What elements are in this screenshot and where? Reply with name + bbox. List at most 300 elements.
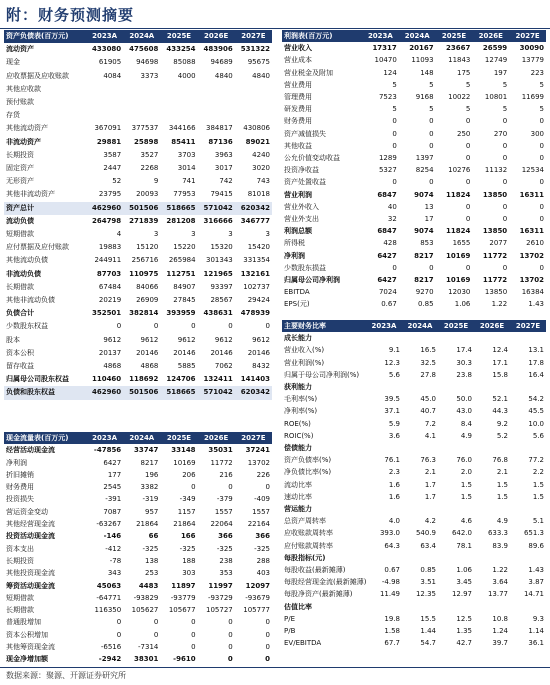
cell-value: 0 — [465, 117, 471, 126]
cell-value: 102737 — [243, 282, 270, 291]
cell-value: 4.9 — [496, 517, 508, 526]
cell-value: 366 — [218, 532, 233, 541]
cell-value: 4840 — [214, 71, 233, 80]
cell-value: 353 — [219, 569, 233, 578]
table-row — [282, 164, 546, 176]
table-row — [4, 122, 272, 135]
table-row — [4, 109, 272, 122]
table-title: 利润表(百万元) — [282, 30, 362, 42]
row-label: 其他流动资产 — [6, 124, 48, 133]
cell-value: 0 — [465, 178, 471, 187]
cell-value: 10801 — [484, 93, 508, 102]
cell-value: 26909 — [136, 296, 159, 305]
row-label: 营业成本 — [284, 56, 312, 65]
cell-value: 2.1 — [424, 468, 436, 477]
table-row — [4, 202, 272, 215]
cell-value: 3020 — [252, 164, 270, 173]
cell-value: 52 — [112, 177, 122, 186]
cell-value: -379 — [216, 495, 233, 504]
cell-value: 501506 — [123, 386, 160, 399]
year-header: 2023A — [86, 30, 123, 43]
cell-value: 50.0 — [456, 395, 472, 404]
cell-value: 0 — [465, 141, 471, 150]
cell-value: 10169 — [446, 251, 471, 260]
cell-value: 0 — [539, 117, 544, 126]
cell-value: 7523 — [378, 93, 397, 102]
cell-value: 61905 — [98, 58, 122, 67]
row-label: 应收账款周转率 — [284, 529, 333, 538]
cell-value — [123, 96, 160, 109]
header-row — [4, 432, 272, 444]
row-label: 股本 — [6, 335, 20, 344]
cell-value: 45.5 — [528, 407, 544, 416]
cell-value — [402, 332, 438, 344]
cell-value: -349 — [179, 495, 196, 504]
cell-value: 3 — [265, 230, 270, 239]
cell-value: 81018 — [247, 190, 270, 199]
table-row — [4, 444, 272, 456]
cell-value: 571042 — [198, 386, 235, 399]
table-row — [282, 344, 546, 356]
cell-value: 77953 — [173, 190, 196, 199]
cell-value: 301343 — [206, 256, 233, 265]
cell-value: 620342 — [235, 386, 272, 399]
row-label: ROE(%) — [284, 419, 311, 428]
year-header: 2023A — [86, 432, 123, 444]
cell-value: 316666 — [203, 216, 233, 225]
year-header: 2024A — [123, 30, 160, 43]
cell-value: 23.8 — [456, 370, 472, 379]
cell-value: 741 — [182, 177, 196, 186]
row-label: 存货 — [6, 111, 20, 120]
row-label: 偿债能力 — [284, 444, 312, 453]
cell-value — [438, 442, 474, 454]
cell-value: 475608 — [129, 45, 159, 54]
cell-value: 1.5 — [532, 492, 544, 501]
cell-value: 0 — [465, 154, 471, 163]
cell-value: 0 — [465, 202, 471, 211]
cell-value: 0.67 — [381, 300, 397, 309]
cell-value: 5.9 — [388, 419, 400, 428]
row-label: 流动比率 — [284, 480, 312, 489]
cell-value: 16311 — [519, 227, 544, 236]
cell-value — [160, 109, 197, 122]
row-label: 非流动负债 — [6, 269, 41, 278]
cell-value: 0 — [191, 618, 196, 627]
cell-value: 79415 — [210, 190, 233, 199]
cell-value: 7087 — [103, 507, 122, 516]
cell-value: 11843 — [448, 56, 471, 65]
row-label: 现金净增加额 — [6, 655, 48, 664]
row-label: 其他经营现金流 — [6, 520, 55, 529]
cell-value: 382814 — [129, 309, 159, 318]
table-row — [282, 369, 546, 381]
cell-value: 0 — [153, 618, 159, 627]
cell-value — [235, 96, 272, 109]
cell-value: 3 — [228, 230, 233, 239]
table-row — [4, 481, 272, 493]
cell-value: 21864 — [136, 520, 159, 529]
cell-value: 5 — [465, 80, 471, 89]
row-label: 净利率(%) — [284, 407, 318, 416]
cell-value: 2.3 — [388, 468, 400, 477]
cell-value — [366, 442, 402, 454]
cell-value: 2610 — [526, 239, 544, 248]
cell-value: 83.9 — [492, 541, 508, 550]
cell-value: 462960 — [86, 202, 123, 215]
cell-value: 223 — [530, 68, 544, 77]
row-label: 其他应收款 — [6, 84, 41, 93]
cell-value: 54.2 — [528, 395, 544, 404]
table-row — [282, 479, 546, 491]
cell-value: 3.6 — [388, 431, 400, 440]
cell-value: 20146 — [136, 348, 159, 357]
cell-value: 13.77 — [487, 590, 508, 599]
cell-value — [510, 552, 546, 564]
year-header: 2026E — [198, 432, 235, 444]
cell-value: 10.0 — [528, 419, 544, 428]
cell-value: 76.0 — [456, 456, 472, 465]
cell-value: 105677 — [168, 606, 196, 615]
cell-value: 0 — [502, 263, 508, 272]
cell-value: 15420 — [247, 243, 270, 252]
cell-value: 281208 — [166, 216, 196, 225]
cell-value: -93829 — [133, 593, 159, 602]
row-label: 现金 — [6, 58, 20, 67]
cell-value: 1.35 — [456, 627, 472, 636]
cell-value: -409 — [254, 495, 270, 504]
row-label: 营业收入(%) — [284, 346, 325, 355]
row-label: 营业利润(%) — [284, 358, 325, 367]
cell-value: 9.1 — [388, 346, 400, 355]
cell-value: 0 — [227, 655, 233, 664]
row-label: 固定资产 — [6, 164, 34, 173]
cell-value: 2447 — [103, 164, 122, 173]
cell-value: 45.0 — [420, 395, 436, 404]
cell-value: -64771 — [96, 593, 122, 602]
row-label: 营业税金及附加 — [284, 68, 333, 77]
year-header: 2027E — [510, 320, 546, 332]
cell-value: 366 — [255, 532, 270, 541]
cell-value: 0 — [539, 141, 544, 150]
cell-value — [86, 83, 123, 96]
row-label: 其他收益 — [284, 141, 312, 150]
cell-value: 89021 — [245, 137, 270, 146]
cell-value: 11772 — [482, 251, 508, 260]
year-header: 2025E — [436, 30, 473, 42]
cell-value — [123, 83, 160, 96]
cell-value: -9610 — [173, 655, 196, 664]
cell-value: -146 — [103, 532, 122, 541]
row-label: 每股指标(元) — [284, 553, 326, 562]
cell-value: 642.0 — [451, 529, 472, 538]
cell-value: 118692 — [129, 375, 159, 384]
cell-value: 17317 — [372, 44, 397, 53]
cell-value: 9168 — [415, 93, 434, 102]
table-row — [4, 347, 272, 360]
cell-value: 17 — [424, 215, 434, 224]
row-label: 资本支出 — [6, 544, 34, 553]
cell-value: 1.43 — [528, 566, 544, 575]
header-row — [282, 320, 546, 332]
table-row — [282, 225, 546, 237]
row-label: 营业利润 — [284, 190, 312, 199]
table-row — [4, 70, 272, 83]
data-source-note: 数据来源：聚源、开源证券研究所 — [6, 671, 126, 680]
row-label: 经营活动现金流 — [6, 446, 55, 455]
cell-value: 620342 — [235, 202, 272, 215]
table-row — [282, 381, 546, 393]
cell-value — [474, 503, 510, 515]
cell-value — [86, 109, 123, 122]
cell-value: 1.22 — [491, 300, 508, 309]
cell-value: 8217 — [140, 458, 159, 467]
table-row — [282, 527, 546, 539]
cell-value: 11.49 — [379, 590, 400, 599]
cell-value: 177 — [107, 470, 122, 479]
table-row — [4, 493, 272, 505]
year-header: 2024A — [123, 432, 160, 444]
cell-value — [86, 96, 123, 109]
cell-value: 112751 — [166, 269, 196, 278]
table-row — [4, 320, 272, 333]
cell-value — [438, 381, 474, 393]
cell-value: 0 — [265, 630, 270, 639]
cell-value: -93679 — [245, 593, 270, 602]
table-row — [4, 518, 272, 530]
cell-value: 36.1 — [528, 639, 544, 648]
cell-value: 9270 — [415, 288, 434, 297]
cash_flow-grid — [4, 432, 272, 666]
cell-value: 3963 — [214, 150, 233, 159]
cell-value: 141403 — [240, 375, 270, 384]
row-label: 资产减值损失 — [284, 129, 326, 138]
cell-value: 13702 — [247, 458, 270, 467]
cell-value: 16.4 — [528, 370, 544, 379]
row-label: 应付账款周转率 — [284, 541, 333, 550]
cell-value: 0 — [502, 141, 508, 150]
table-row — [4, 43, 272, 56]
cell-value: 238 — [219, 556, 233, 565]
page-title: 附：财务预测摘要 — [6, 6, 135, 24]
cell-value: 121965 — [203, 269, 233, 278]
cell-value: 0 — [465, 263, 471, 272]
cell-value: -391 — [105, 495, 122, 504]
cell-value: 1.22 — [492, 566, 508, 575]
cell-value: 52.1 — [492, 395, 508, 404]
cell-value: 20146 — [247, 348, 270, 357]
table-row — [282, 393, 546, 405]
cell-value: 300 — [530, 129, 544, 138]
cell-value: 5 — [502, 105, 508, 114]
cell-value — [123, 109, 160, 122]
cell-value: 9.3 — [532, 614, 544, 623]
year-header: 2027E — [235, 432, 272, 444]
year-header: 2023A — [366, 320, 402, 332]
cell-value: 175 — [457, 68, 471, 77]
cell-value: 0 — [392, 117, 397, 126]
header-row — [4, 30, 272, 43]
cell-value: 13850 — [484, 288, 508, 297]
cell-value: 0 — [191, 643, 196, 652]
cell-value — [402, 552, 438, 564]
table-row — [4, 162, 272, 175]
table-row — [282, 515, 546, 527]
balance-sheet-table — [4, 30, 272, 400]
cell-value: 10169 — [173, 458, 196, 467]
cell-value: 1.43 — [528, 300, 544, 309]
row-label: 应付票据及应付账款 — [6, 243, 69, 252]
table-row — [282, 564, 546, 576]
cell-value: 20093 — [136, 190, 159, 199]
cell-value: 29881 — [96, 137, 122, 146]
table-row — [4, 373, 272, 386]
cell-value — [198, 83, 235, 96]
row-label: 短期借款 — [6, 593, 34, 602]
row-label: 其他非流动负债 — [6, 296, 55, 305]
cell-value: 1557 — [214, 507, 233, 516]
cell-value: 8254 — [415, 166, 434, 175]
cell-value: 13.1 — [528, 346, 544, 355]
cell-value: 11132 — [484, 166, 508, 175]
cell-value: 12030 — [448, 288, 471, 297]
cell-value: 1.5 — [532, 480, 544, 489]
cell-value: 377537 — [131, 124, 159, 133]
row-label: 非流动资产 — [6, 137, 41, 146]
cell-value: 42.7 — [456, 639, 472, 648]
cell-value: 4840 — [252, 71, 270, 80]
cell-value: 3 — [191, 230, 196, 239]
row-label: 归属于母公司净利润(%) — [284, 370, 360, 379]
cell-value: 78.1 — [456, 541, 472, 550]
table-row — [282, 262, 546, 274]
row-label: 营运能力 — [284, 505, 312, 514]
row-label: EBITDA — [284, 288, 310, 297]
cell-value: 3.45 — [456, 578, 472, 587]
cell-value: 1.58 — [384, 627, 400, 636]
table-row — [282, 201, 546, 213]
table-row — [282, 357, 546, 369]
cell-value: 76.8 — [492, 456, 508, 465]
cell-value: 17.8 — [528, 358, 544, 367]
table-row — [282, 332, 546, 344]
cash-flow-table — [4, 432, 272, 666]
cell-value: 22164 — [247, 520, 270, 529]
row-label: 归属母公司净利润 — [284, 276, 340, 285]
row-label: 速动比率 — [284, 492, 312, 501]
cell-value: 3.64 — [492, 578, 508, 587]
table-row — [4, 175, 272, 188]
cell-value: 138 — [145, 556, 159, 565]
cell-value: 19.8 — [384, 614, 400, 623]
cell-value: 10.8 — [492, 614, 508, 623]
cell-value: 344166 — [168, 124, 196, 133]
cell-value: 12.97 — [451, 590, 472, 599]
table-row — [282, 128, 546, 140]
cell-value: 5 — [392, 105, 397, 114]
cell-value — [402, 442, 438, 454]
table-row — [4, 281, 272, 294]
row-label: 营业费用 — [284, 80, 312, 89]
cell-value: 110460 — [91, 375, 122, 384]
table-row — [282, 274, 546, 286]
cell-value: 15.8 — [492, 370, 508, 379]
cell-value: 0 — [265, 483, 270, 492]
table-row — [4, 653, 272, 665]
row-label: 留存收益 — [6, 362, 34, 371]
cell-value — [198, 96, 235, 109]
table-row — [282, 552, 546, 564]
table-row — [282, 176, 546, 188]
cell-value: -78 — [109, 556, 122, 565]
year-header: 2024A — [402, 320, 438, 332]
cell-value: 8217 — [414, 276, 434, 285]
table-row — [4, 592, 272, 604]
cell-value: 124 — [383, 68, 397, 77]
cell-value: 5.6 — [388, 370, 400, 379]
table-row — [4, 469, 272, 481]
cell-value: 43.0 — [456, 407, 472, 416]
cell-value: 1.6 — [388, 492, 400, 501]
cell-value: -325 — [142, 544, 159, 553]
cell-value: 95675 — [247, 58, 270, 67]
cell-value: 4.2 — [424, 517, 436, 526]
cell-value: 33148 — [171, 446, 196, 455]
table-row — [4, 567, 272, 579]
table-row — [4, 641, 272, 653]
table-row — [4, 149, 272, 162]
row-label: 投资损失 — [6, 495, 34, 504]
cell-value: 0 — [228, 630, 233, 639]
cell-value: 3014 — [177, 164, 196, 173]
cell-value: 15320 — [210, 243, 233, 252]
cell-value: 3527 — [140, 150, 159, 159]
cell-value: 9.2 — [496, 419, 508, 428]
row-label: 流动资产 — [6, 45, 34, 54]
year-header: 2025E — [438, 320, 474, 332]
cell-value: 1157 — [177, 507, 196, 516]
cell-value: 2.0 — [460, 468, 472, 477]
table-row — [282, 237, 546, 249]
row-label: 投资活动现金流 — [6, 532, 55, 541]
cell-value: 518665 — [160, 202, 197, 215]
table-row — [4, 56, 272, 69]
cell-value — [474, 601, 510, 613]
cell-value: 265984 — [168, 256, 196, 265]
cell-value: 4483 — [138, 581, 159, 590]
table-row — [4, 188, 272, 201]
table-row — [4, 268, 272, 281]
cell-value — [366, 381, 402, 393]
row-label: 每股净资产(最新摊薄) — [284, 590, 353, 599]
table-row — [282, 576, 546, 588]
row-label: 每股经营现金流(最新摊薄) — [284, 578, 366, 587]
row-label: 普通股增加 — [6, 618, 41, 627]
row-label: 公允价值变动收益 — [284, 154, 340, 163]
year-header: 2027E — [509, 30, 546, 42]
cell-value: 0 — [228, 483, 233, 492]
cell-value: -93779 — [170, 593, 196, 602]
cell-value: 29424 — [247, 296, 270, 305]
cell-value: 0 — [392, 129, 397, 138]
cell-value: 8432 — [252, 362, 270, 371]
cell-value: 13702 — [519, 276, 544, 285]
cell-value: 0 — [502, 117, 508, 126]
cell-value: 5.1 — [532, 517, 544, 526]
cell-value: 148 — [420, 68, 434, 77]
row-label: 营运资金变动 — [6, 507, 48, 516]
year-header: 2026E — [474, 320, 510, 332]
